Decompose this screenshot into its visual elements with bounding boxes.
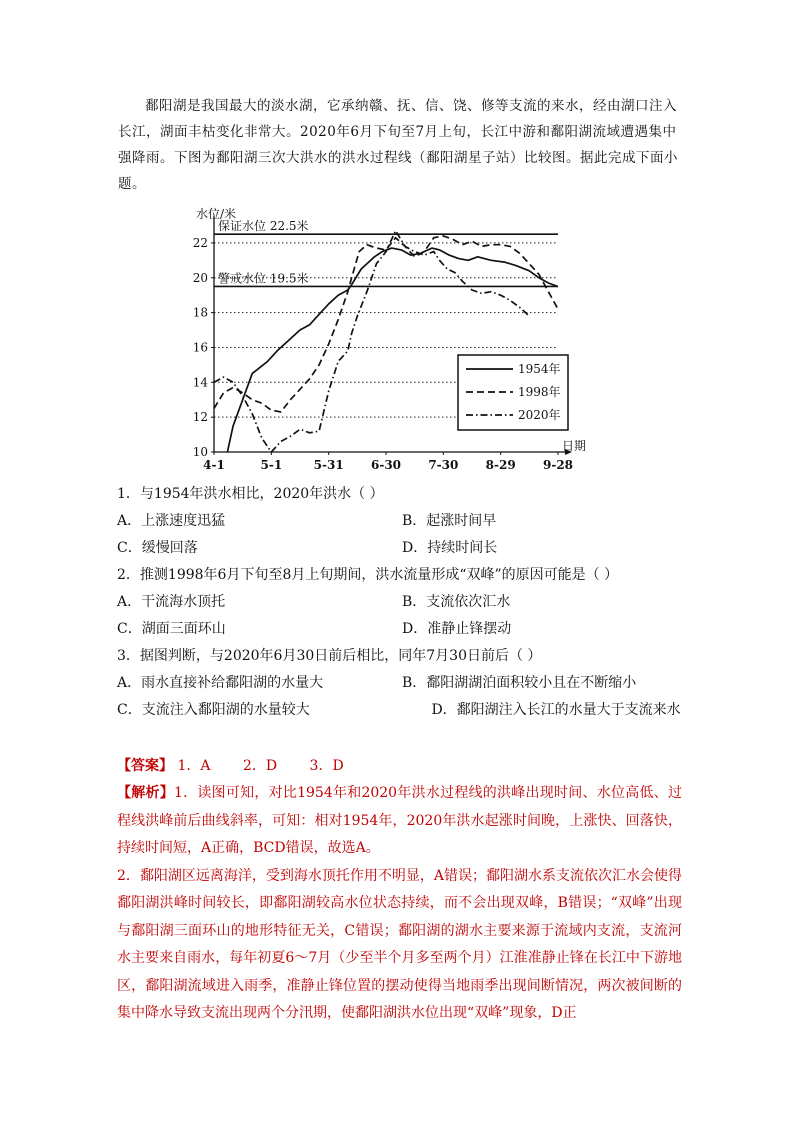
question-1-option-d: D．持续时间长 [402,540,498,556]
x-tick-label-4-1: 4-1 [203,458,225,472]
legend-label-1998年: 1998年 [518,385,561,399]
question-1-option-a: A．上涨速度迅猛 [117,513,226,529]
question-2-option-d: D．准静止锋摆动 [402,621,512,637]
answer-1: 1．A [177,758,211,774]
x-tick-label-5-31: 5-31 [313,458,344,472]
y-tick-label-12: 12 [192,410,208,425]
analysis-paragraph-2: 2．鄱阳湖区远离海洋，受到海水顶托作用不明显，A错误；鄱阳湖水系支流依次汇水会使得鄱阳湖洪峰时间较长，即鄱阳湖较高水位状态持续，而不会出现双峰，B错误；“双峰”出现与鄱阳湖三面环山的地形特征无关，C错误；鄱阳湖的湖水主要来源于流域内支流，支流河水主要来自雨水，每年初夏6～7月（少至半个月多至两个月）江淮准静止锋在长江中下游地区，鄱阳湖流域进入雨季，准静止锋位置的摆动使得当地雨季出现间断情况，两次被间断的集中降水导致支流出现两个分汛期，使鄱阳湖洪水位出现“双峰”现象，D正 [117,867,683,1021]
question-3-option-d: D．鄱阳湖注入长江的水量大于支流来水 [431,702,681,718]
answer-label: 【答案】 [117,758,173,774]
question-3-stem: 3．据图判断，与2020年6月30日前后相比，同年7月30日前后（ ） [117,648,542,664]
question-1-options-row-2 [117,535,687,562]
x-tick-label-8-29: 8-29 [485,458,516,472]
question-2-stem: 2．推测1998年6月下旬至8月上旬期间，洪水流量形成“双峰”的原因可能是（ ） [117,567,619,583]
question-2-options-row-2 [117,616,687,643]
x-tick-label-9-28: 9-28 [542,458,574,472]
legend-label-1954年: 1954年 [518,362,561,376]
answer-3: 3．D [309,758,344,774]
x-axis-title: 日期 [562,439,587,453]
question-1-options-row-1 [117,508,687,535]
question-3-options-row-2 [117,697,687,724]
question-3-option-b: B．鄱阳湖湖泊面积较小且在不断缩小 [402,675,637,691]
question-3-option-a: A．雨水直接补给鄱阳湖的水量大 [117,675,324,691]
y-tick-label-20: 20 [192,270,208,285]
question-1-option-b: B．起涨时间早 [402,513,497,529]
x-tick-label-6-30: 6-30 [370,458,402,472]
question-2-option-a: A．干流海水顶托 [117,594,226,610]
analysis-text-1: 1．读图可知，对比1954年和2020年洪水过程线的洪峰出现时间、水位高低、过程线洪峰前后曲线斜率，可知：相对1954年，2020年洪水起涨时间晚，上涨快、回落快，持续时间短，A正确，BCD错误，故选A。 [117,785,682,856]
question-2-option-c: C．湖面三面环山 [117,621,226,637]
y-axis-title: 水位/米 [196,207,237,221]
y-tick-label-14: 14 [192,375,208,390]
water-level-chart [190,200,610,475]
analysis-block [117,780,682,1028]
questions-section [117,481,687,724]
answer-section [117,753,682,1028]
reference-line-label-2: 警戒水位 19.5米 [218,271,309,286]
question-2-option-b: B．支流依次汇水 [402,594,511,610]
analysis-paragraph-1 [117,780,682,863]
y-tick-label-18: 18 [192,305,208,320]
question-3-options-row-1 [117,670,687,697]
legend-label-2020年: 2020年 [518,408,561,422]
y-tick-label-16: 16 [192,340,208,355]
analysis-label: 【解析】 [117,785,174,801]
answer-line [117,753,682,780]
question-1-option-c: C．缓慢回落 [117,540,198,556]
question-2-options-row-1 [117,589,687,616]
intro-paragraph [118,93,678,197]
question-3-option-c: C．支流注入鄱阳湖的水量较大 [117,702,310,718]
chart-svg [190,200,610,475]
answer-2: 2．D [242,758,278,774]
intro-text: 鄱阳湖是我国最大的淡水湖，它承纳赣、抚、信、饶、修等支流的来水，经由湖口注入长江，湖面丰枯变化非常大。2020年6月下旬至7月上旬，长江中游和鄱阳湖流域遭遇集中强降雨。下图为鄱阳湖三次大洪水的洪水过程线（鄱阳湖星子站）比较图。据此完成下面小题。 [118,98,678,192]
y-tick-label-10: 10 [192,445,208,459]
x-tick-label-7-30: 7-30 [428,458,459,472]
question-1-stem: 1．与1954年洪水相比，2020年洪水（ ） [117,486,384,502]
x-tick-label-5-1: 5-1 [260,458,283,472]
reference-line-label-1: 保证水位 22.5米 [218,219,309,234]
y-tick-label-22: 22 [192,235,208,250]
